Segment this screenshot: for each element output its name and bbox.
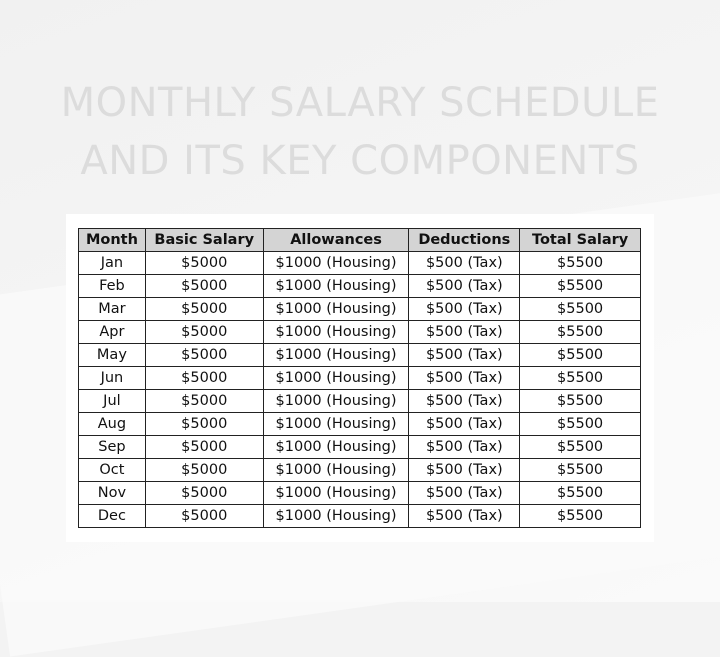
cell-month: Nov bbox=[79, 482, 146, 505]
table-row bbox=[79, 459, 641, 482]
table-row bbox=[79, 413, 641, 436]
table-row bbox=[79, 436, 641, 459]
cell-basic-salary: $5000 bbox=[145, 275, 263, 298]
cell-basic-salary: $5000 bbox=[145, 252, 263, 275]
cell-basic-salary: $5000 bbox=[145, 482, 263, 505]
table-row bbox=[79, 344, 641, 367]
cell-month: Mar bbox=[79, 298, 146, 321]
page-title bbox=[0, 74, 720, 190]
header-basic-salary: Basic Salary bbox=[145, 229, 263, 252]
cell-month: May bbox=[79, 344, 146, 367]
cell-basic-salary: $5000 bbox=[145, 505, 263, 528]
cell-allowances: $1000 (Housing) bbox=[263, 390, 409, 413]
cell-deductions: $500 (Tax) bbox=[409, 436, 520, 459]
cell-allowances: $1000 (Housing) bbox=[263, 275, 409, 298]
cell-total-salary: $5500 bbox=[520, 298, 641, 321]
cell-deductions: $500 (Tax) bbox=[409, 413, 520, 436]
cell-allowances: $1000 (Housing) bbox=[263, 298, 409, 321]
cell-month: Feb bbox=[79, 275, 146, 298]
table-row bbox=[79, 482, 641, 505]
cell-month: Dec bbox=[79, 505, 146, 528]
cell-month: Aug bbox=[79, 413, 146, 436]
cell-deductions: $500 (Tax) bbox=[409, 459, 520, 482]
cell-allowances: $1000 (Housing) bbox=[263, 344, 409, 367]
table-body bbox=[79, 252, 641, 528]
cell-deductions: $500 (Tax) bbox=[409, 505, 520, 528]
cell-allowances: $1000 (Housing) bbox=[263, 482, 409, 505]
cell-basic-salary: $5000 bbox=[145, 413, 263, 436]
cell-basic-salary: $5000 bbox=[145, 390, 263, 413]
table-row bbox=[79, 298, 641, 321]
cell-allowances: $1000 (Housing) bbox=[263, 252, 409, 275]
cell-deductions: $500 (Tax) bbox=[409, 252, 520, 275]
cell-basic-salary: $5000 bbox=[145, 367, 263, 390]
cell-basic-salary: $5000 bbox=[145, 298, 263, 321]
table-row bbox=[79, 321, 641, 344]
header-row bbox=[79, 229, 641, 252]
cell-deductions: $500 (Tax) bbox=[409, 344, 520, 367]
cell-deductions: $500 (Tax) bbox=[409, 298, 520, 321]
header-allowances: Allowances bbox=[263, 229, 409, 252]
cell-total-salary: $5500 bbox=[520, 390, 641, 413]
cell-month: Jan bbox=[79, 252, 146, 275]
table-row bbox=[79, 252, 641, 275]
cell-month: Jul bbox=[79, 390, 146, 413]
cell-basic-salary: $5000 bbox=[145, 459, 263, 482]
cell-basic-salary: $5000 bbox=[145, 344, 263, 367]
cell-total-salary: $5500 bbox=[520, 252, 641, 275]
cell-month: Apr bbox=[79, 321, 146, 344]
cell-total-salary: $5500 bbox=[520, 321, 641, 344]
table-row bbox=[79, 505, 641, 528]
title-line-2: AND ITS KEY COMPONENTS bbox=[80, 138, 640, 184]
salary-table bbox=[78, 228, 641, 528]
cell-allowances: $1000 (Housing) bbox=[263, 367, 409, 390]
cell-allowances: $1000 (Housing) bbox=[263, 505, 409, 528]
cell-total-salary: $5500 bbox=[520, 344, 641, 367]
table-header bbox=[79, 229, 641, 252]
cell-total-salary: $5500 bbox=[520, 459, 641, 482]
header-deductions: Deductions bbox=[409, 229, 520, 252]
cell-allowances: $1000 (Housing) bbox=[263, 321, 409, 344]
cell-allowances: $1000 (Housing) bbox=[263, 436, 409, 459]
cell-basic-salary: $5000 bbox=[145, 436, 263, 459]
header-total-salary: Total Salary bbox=[520, 229, 641, 252]
table-row bbox=[79, 275, 641, 298]
cell-deductions: $500 (Tax) bbox=[409, 367, 520, 390]
cell-allowances: $1000 (Housing) bbox=[263, 413, 409, 436]
cell-month: Sep bbox=[79, 436, 146, 459]
title-line-1: MONTHLY SALARY SCHEDULE bbox=[60, 80, 660, 126]
cell-deductions: $500 (Tax) bbox=[409, 482, 520, 505]
cell-total-salary: $5500 bbox=[520, 413, 641, 436]
cell-total-salary: $5500 bbox=[520, 367, 641, 390]
cell-total-salary: $5500 bbox=[520, 482, 641, 505]
cell-month: Jun bbox=[79, 367, 146, 390]
table-card bbox=[66, 214, 654, 542]
table-row bbox=[79, 390, 641, 413]
cell-basic-salary: $5000 bbox=[145, 321, 263, 344]
cell-total-salary: $5500 bbox=[520, 505, 641, 528]
cell-deductions: $500 (Tax) bbox=[409, 321, 520, 344]
table-row bbox=[79, 367, 641, 390]
cell-total-salary: $5500 bbox=[520, 436, 641, 459]
cell-deductions: $500 (Tax) bbox=[409, 390, 520, 413]
cell-month: Oct bbox=[79, 459, 146, 482]
cell-total-salary: $5500 bbox=[520, 275, 641, 298]
header-month: Month bbox=[79, 229, 146, 252]
cell-deductions: $500 (Tax) bbox=[409, 275, 520, 298]
cell-allowances: $1000 (Housing) bbox=[263, 459, 409, 482]
